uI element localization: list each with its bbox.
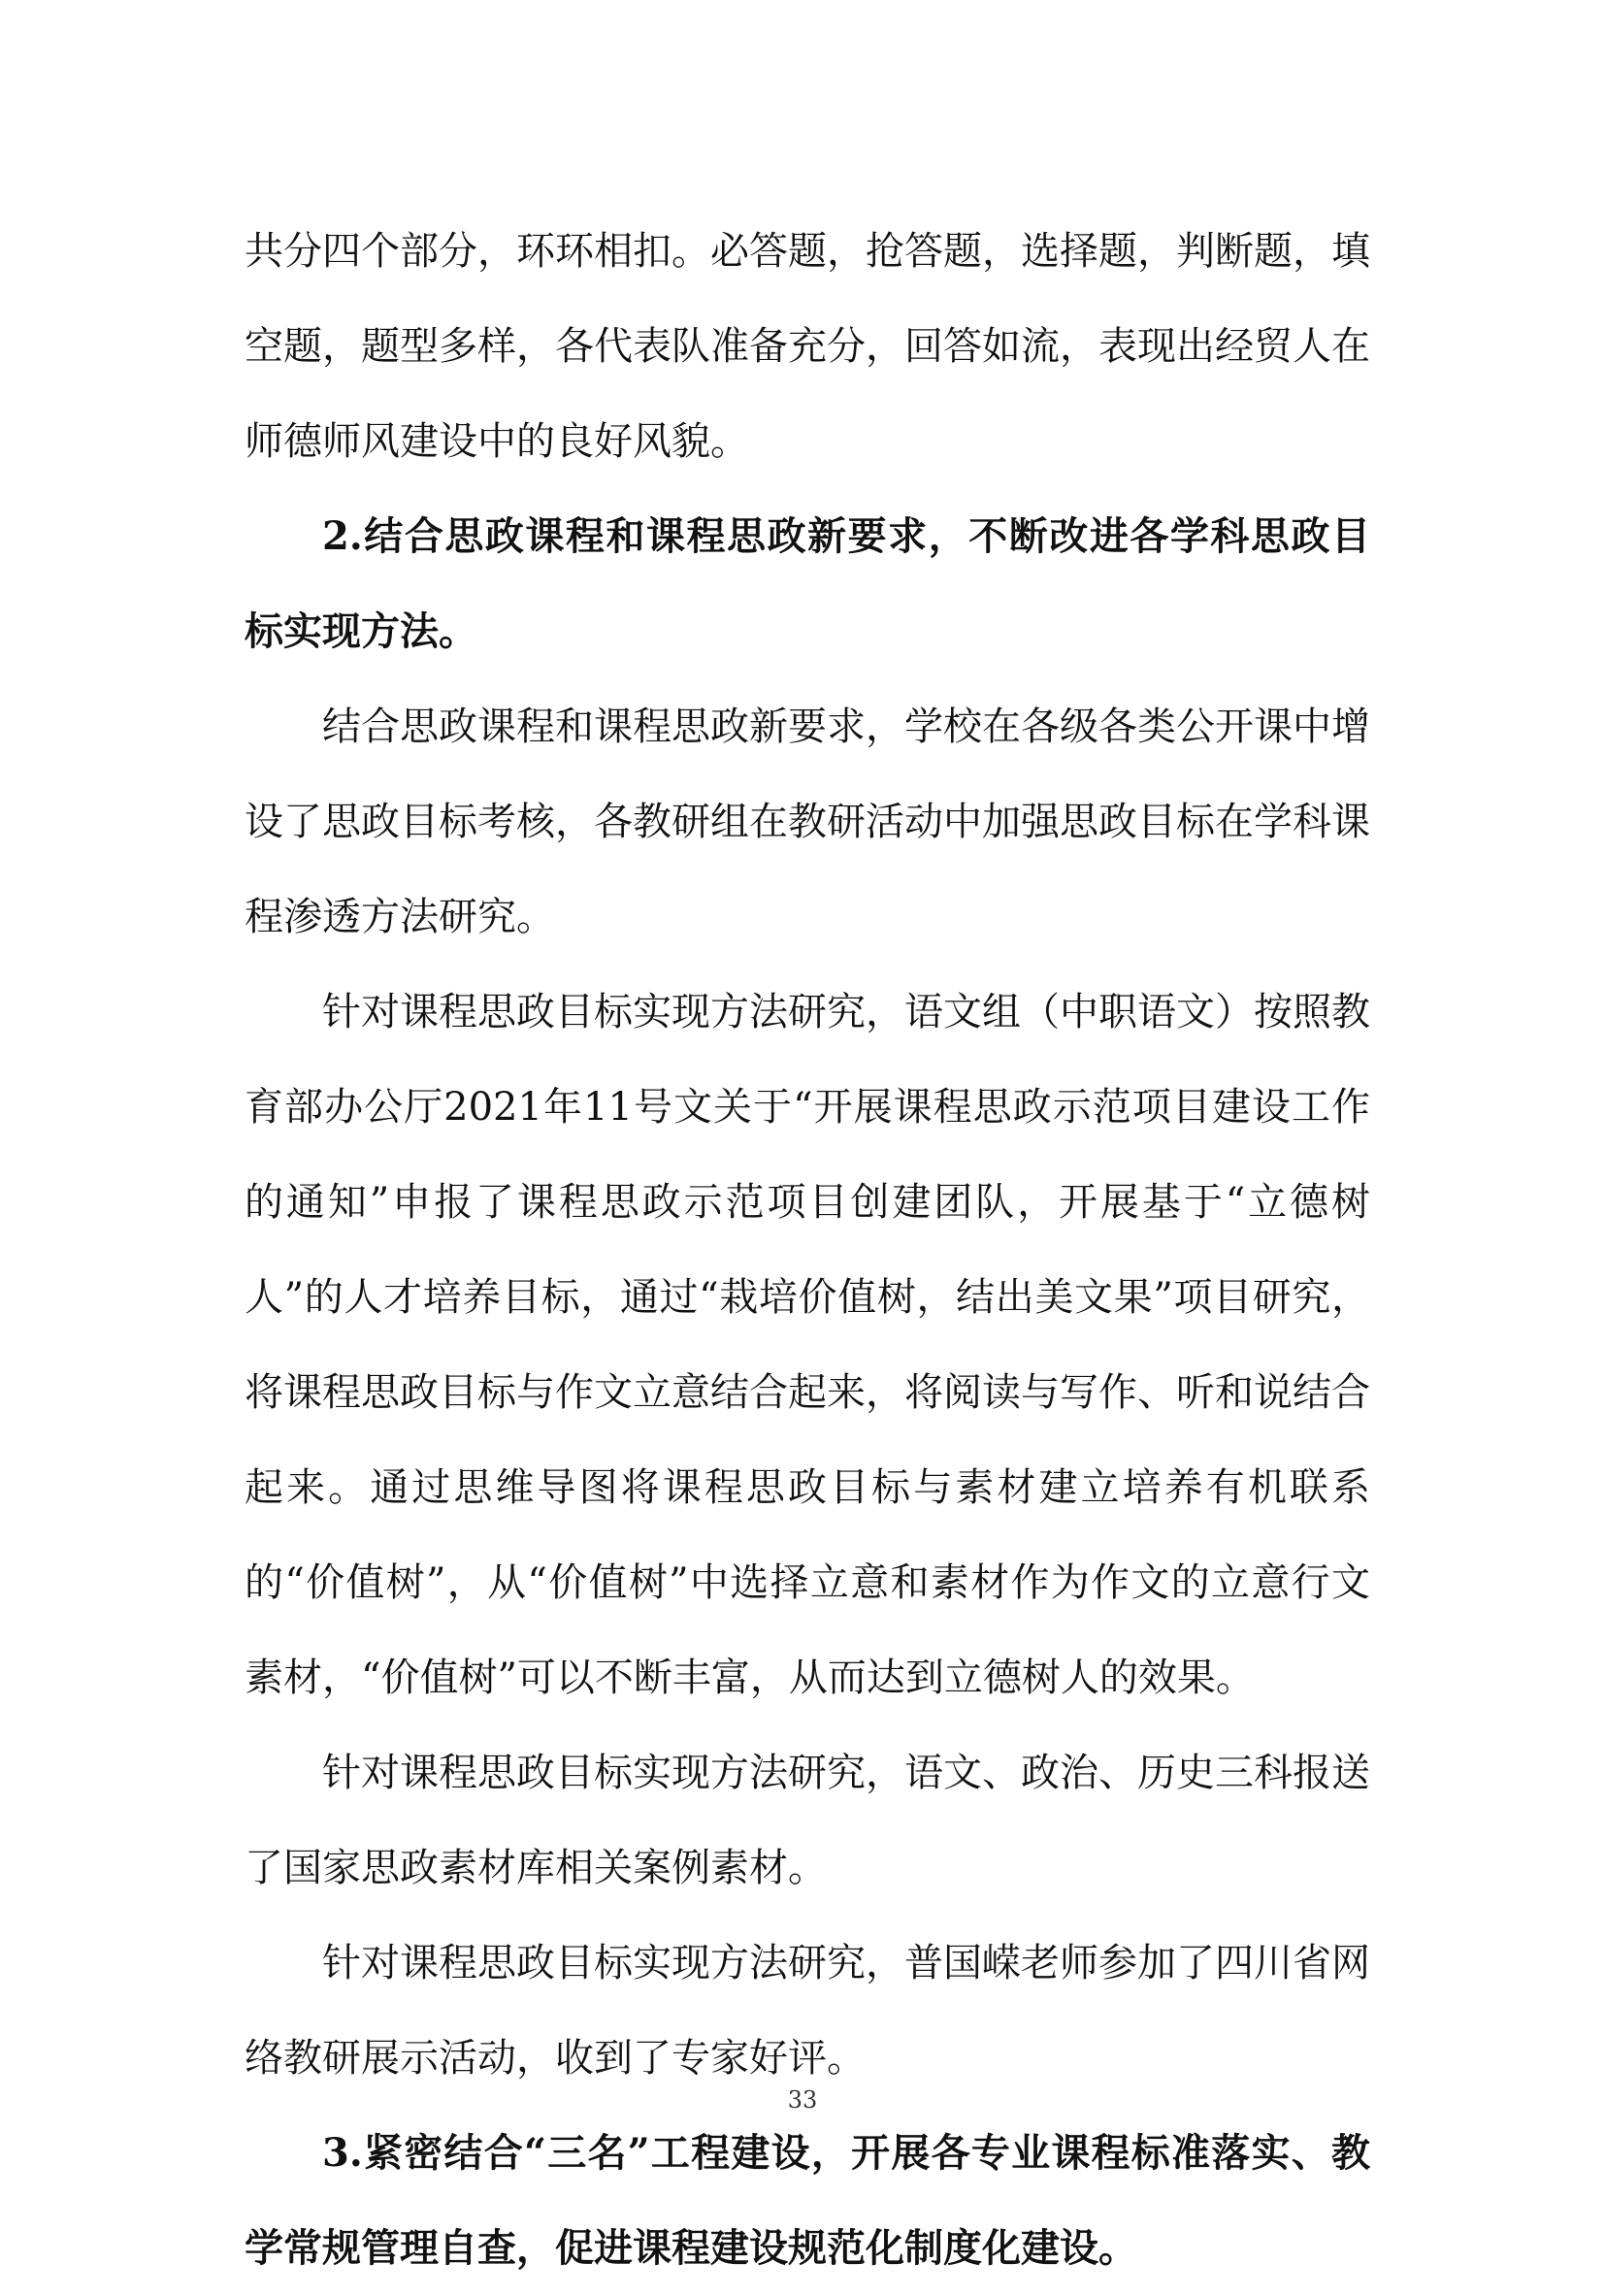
document-body: [245, 204, 1370, 2296]
page-number: 33: [787, 2086, 818, 2114]
section-heading-2: 2.结合思政课程和课程思政新要求，不断改进各学科思政目标实现方法。: [245, 513, 1370, 654]
paragraph-sizheng-assessment: 结合思政课程和课程思政新要求，学校在各级各类公开课中增设了思政目标考核，各教研组在教研活动中加强思政目标在学科课程渗透方法研究。: [245, 705, 1370, 939]
paragraph-chinese-group-project: 针对课程思政目标实现方法研究，语文组（中职语文）按照教育部办公厅2021年11号文关于“开展课程思政示范项目建设工作的通知”申报了课程思政示范项目创建团队，开展基于“立德树人”的人才培养目标，通过“栽培价值树，结出美文果”项目研究，将课程思政目标与作文立意结合起来，将阅读与写作、听和说结合起来。通过思维导图将课程思政目标与素材建立培养有机联系的“价值树”，从“价值树”中选择立意和素材作为作文的立意行文素材，“价值树”可以不断丰富，从而达到立德树人的效果。: [245, 990, 1370, 1700]
paragraph-online-teaching: 针对课程思政目标实现方法研究，普国嵘老师参加了四川省网络教研展示活动，收到了专家好评。: [245, 1941, 1370, 2081]
section-heading-3: 3.紧密结合“三名”工程建设，开展各专业课程标准落实、教学常规管理自查，促进课程建设规范化制度化建设。: [245, 2130, 1370, 2271]
paragraph-case-materials: 针对课程思政目标实现方法研究，语文、政治、历史三科报送了国家思政素材库相关案例素材。: [245, 1751, 1370, 1890]
paragraph-intro: 共分四个部分，环环相扣。必答题，抢答题，选择题，判断题，填空题，题型多样，各代表队准备充分，回答如流，表现出经贸人在师德师风建设中的良好风貌。: [245, 229, 1370, 464]
